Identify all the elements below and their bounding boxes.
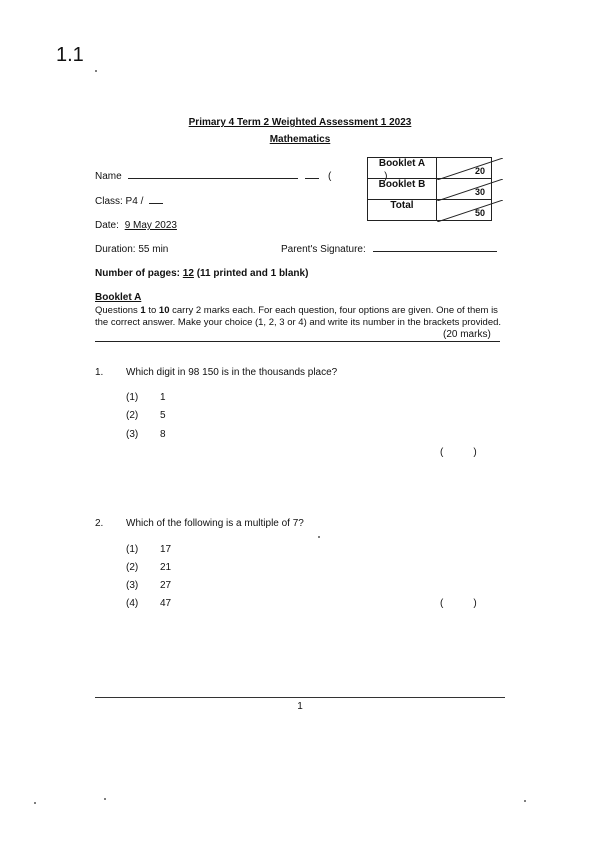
- instructions-text: carry 2 marks each. For each question, four options are given. One of them is the correct answer. Make your choice (1, 2, 3 or 4) and write its number in the brackets provided.: [95, 305, 502, 328]
- booklet-a-marks: (20 marks): [443, 329, 491, 340]
- option-value: 1: [160, 392, 166, 403]
- option-number: (1): [126, 544, 139, 555]
- instructions-text: Questions: [95, 305, 141, 316]
- marks-max: 20: [474, 166, 485, 176]
- date-label: Date:: [95, 220, 119, 231]
- assessment-title: Primary 4 Term 2 Weighted Assessment 1 2023: [188, 117, 412, 128]
- booklet-a-heading: Booklet A: [95, 292, 142, 303]
- question-number: 1.: [95, 367, 104, 378]
- booklet-a-instructions: [95, 305, 502, 329]
- pages-row: [95, 268, 308, 279]
- option-number: (3): [126, 429, 139, 440]
- option: [126, 410, 166, 421]
- duration: Duration: 55 min: [95, 244, 169, 255]
- option-value: 17: [160, 544, 172, 555]
- class-row: [95, 196, 163, 207]
- option: [126, 562, 171, 573]
- parent-signature-label: Parent's Signature:: [281, 244, 366, 255]
- option-value: 8: [160, 429, 166, 440]
- marks-table: [367, 157, 492, 221]
- option-value: 21: [160, 562, 172, 573]
- scan-speck: [318, 536, 320, 538]
- date-row: [95, 220, 177, 231]
- option-value: 47: [160, 598, 172, 609]
- instructions-text: to: [145, 305, 159, 316]
- option: [126, 392, 166, 403]
- answer-bracket-open: (: [440, 598, 444, 609]
- marks-max: 50: [474, 208, 485, 218]
- option-number: (2): [126, 410, 139, 421]
- option-value: 27: [160, 580, 172, 591]
- marks-score-cell: [437, 158, 492, 179]
- parent-signature-blank: [373, 251, 497, 252]
- marks-label: Total: [368, 200, 437, 221]
- parent-signature-row: [281, 244, 497, 255]
- marks-row: [368, 200, 492, 221]
- option-number: (3): [126, 580, 139, 591]
- answer-brackets: [440, 598, 477, 609]
- pages-count: 12: [182, 268, 194, 279]
- marks-row: [368, 179, 492, 200]
- question-number: 2.: [95, 518, 104, 529]
- marks-label: Booklet B: [368, 179, 437, 200]
- pages-label: Number of pages:: [95, 268, 181, 279]
- index-bracket-close: ): [384, 171, 388, 182]
- option: [126, 544, 171, 555]
- option-number: (4): [126, 598, 139, 609]
- scan-speck: [104, 798, 106, 800]
- index-blank: [305, 178, 319, 179]
- footer-rule: [95, 697, 505, 698]
- class-label: Class: P4 /: [95, 196, 144, 207]
- marks-score-cell: [437, 179, 492, 200]
- answer-bracket-open: (: [440, 447, 444, 458]
- index-bracket-open: (: [328, 171, 332, 182]
- scan-speck: [524, 800, 526, 802]
- score-divider: [437, 179, 503, 201]
- name-blank: [128, 178, 298, 179]
- answer-bracket-close: ): [473, 447, 477, 458]
- name-row: [95, 171, 388, 182]
- marks-row: [368, 158, 492, 179]
- score-divider: [437, 158, 503, 180]
- option: [126, 429, 166, 440]
- subject-title: Mathematics: [269, 134, 331, 145]
- pages-detail: (11 printed and 1 blank): [196, 268, 309, 279]
- option-number: (2): [126, 562, 139, 573]
- name-label: Name: [95, 171, 122, 182]
- instructions-underline: [95, 341, 500, 342]
- scan-speck: [34, 802, 36, 804]
- question-text: Which of the following is a multiple of 7?: [126, 518, 304, 529]
- answer-bracket-close: ): [473, 598, 477, 609]
- option-value: 5: [160, 410, 166, 421]
- option: [126, 598, 171, 609]
- question-text: Which digit in 98 150 is in the thousands place?: [126, 367, 338, 378]
- marks-max: 30: [474, 187, 485, 197]
- option: [126, 580, 171, 591]
- marks-label: Booklet A: [368, 158, 437, 179]
- instructions-q-to: 10: [158, 305, 170, 316]
- score-divider: [437, 200, 503, 222]
- answer-brackets: [440, 447, 477, 458]
- date-value: 9 May 2023: [124, 220, 177, 231]
- marks-score-cell: [437, 200, 492, 221]
- page-number: 1: [297, 701, 303, 712]
- scan-speck: [95, 70, 97, 72]
- class-blank: [149, 203, 163, 204]
- instructions-q-from: 1: [140, 305, 146, 316]
- option-number: (1): [126, 392, 139, 403]
- page-tag: 1.1: [56, 44, 84, 66]
